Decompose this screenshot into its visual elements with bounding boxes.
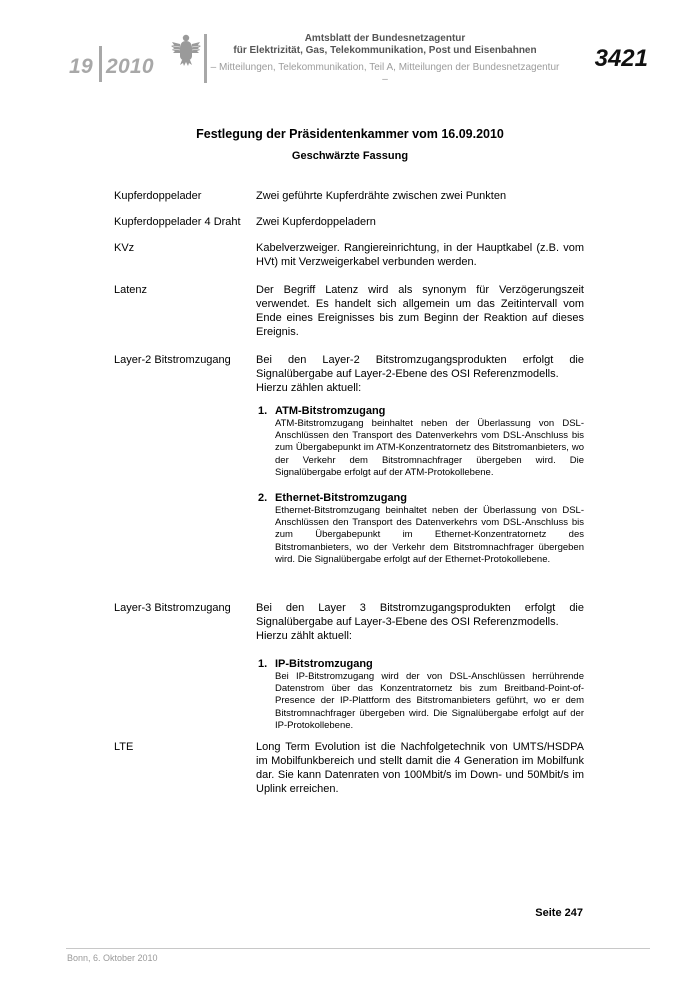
- definition-text: Bei den Layer 3 Bitstromzugangsprodukten erfolgt die Signalübergabe auf Layer-3-Ebene des OSI Referenzmodells. Hierzu zählt aktuell: 1. IP-Bitstromzugang Bei IP-Bitstromzugang wird der von DSL-Anschlüssen herrührende Datenstrom über das Konzentratornetz bis zum Breitband-Point-of-Presence der IP-Plattform des Bitstromanbieters geführt, wo er dem Bitstromnachfrager übergeben wird. Die Signalübergabe erfolgt auf der IP-Protokollebene.: [256, 602, 584, 731]
- section-line: – Mitteilungen, Telekommunikation, Teil A, Mitteilungen der Bundesnetzagentur –: [210, 62, 560, 85]
- publication-header: [210, 33, 560, 86]
- federal-eagle-icon: [171, 32, 201, 66]
- publisher-line-2: für Elektrizität, Gas, Telekommunikation, Post und Eisenbahnen: [233, 45, 537, 56]
- document-title: Festlegung der Präsidentenkammer vom 16.09.2010: [196, 127, 504, 141]
- list-item-body: Bei IP-Bitstromzugang wird der von DSL-Anschlüssen herrührende Datenstrom über das Konzentratornetz bis zum Breitband-Point-of-Presence der IP-Plattform des Bitstromanbieters geführt, wo er dem Bitstromnachfrager übergeben wird. Die Signalübergabe erfolgt auf der IP-Protokollebene.: [275, 671, 584, 731]
- definition-entry: [114, 740, 584, 796]
- list-item: [258, 404, 584, 479]
- definition-term: Latenz: [114, 284, 148, 296]
- definition-entry: [114, 601, 584, 740]
- issue-year: 2010: [105, 55, 154, 78]
- list-item-body: Ethernet-Bitstromzugang beinhaltet neben der Überlassung von DSL-Anschlüssen den Transport des Datenverkehrs vom DSL-Anschluss bis zum Übergabepunkt im Ethernet-Konzentratornetz des Bitstromanbieters, wo der Verkehr dem Bitstromnachfrager übergeben wird. Die Signalübergabe erfolgt auf der Ethernet-Protokollebene.: [275, 505, 584, 565]
- definition-entry: [114, 353, 584, 601]
- list-item-heading: Ethernet-Bitstromzugang: [275, 492, 407, 505]
- issue-indicator: [69, 46, 154, 82]
- definition-text: Der Begriff Latenz wird als synonym für Verzögerungszeit verwendet. Es handelt sich allgemein um das Zeitintervall vom Ende eines Ereignisses bis zum Beginn der Reaktion auf dieses Ereignis.: [256, 284, 584, 338]
- list-item-heading: ATM-Bitstromzugang: [275, 405, 386, 417]
- definition-entry: [114, 241, 584, 283]
- definition-term: KVz: [114, 242, 135, 254]
- journal-page-number: 3421: [594, 45, 648, 72]
- definition-text: Zwei Kupferdoppeladern: [256, 216, 376, 228]
- issue-number: 19: [69, 55, 93, 78]
- definition-term: LTE: [114, 741, 134, 753]
- definition-term: Layer-3 Bitstromzugang: [114, 602, 231, 614]
- list-item-number: 2.: [258, 492, 268, 505]
- definitions-list: [114, 189, 584, 796]
- list-item-body: ATM-Bitstromzugang beinhaltet neben der Überlassung von DSL-Anschlüssen den Transport des Datenverkehrs vom DSL-Anschluss bis zum Übergabepunkt im ATM-Konzentratornetz des Bitstromanbieters, wo der Verkehr dem Bitstromnachfrager übergeben wird. Die Signalübergabe erfolgt auf der ATM-Protokollebene.: [275, 418, 584, 478]
- list-item-heading: IP-Bitstromzugang: [275, 658, 373, 670]
- list-item: [258, 657, 584, 732]
- definition-term: Layer-2 Bitstromzugang: [114, 354, 231, 366]
- definition-text: Kabelverzweiger. Rangiereinrichtung, in der Hauptkabel (z.B. vom HVt) mit Verzweigerkabel verbunden werden.: [256, 242, 584, 268]
- list-item-number: 1.: [258, 405, 268, 417]
- footer-divider: [66, 948, 650, 949]
- footer-date: Bonn, 6. Oktober 2010: [67, 953, 158, 963]
- publisher-line-1: Amtsblatt der Bundesnetzagentur: [304, 33, 466, 44]
- document-subtitle: Geschwärzte Fassung: [291, 150, 409, 162]
- issue-divider: [99, 46, 102, 82]
- definition-entry: [114, 189, 584, 215]
- definition-term: Kupferdoppelader: [114, 190, 202, 202]
- definition-text: Zwei geführte Kupferdrähte zwischen zwei Punkten: [256, 190, 507, 202]
- list-item-number: 1.: [258, 658, 268, 670]
- page-label: Seite 247: [535, 907, 583, 919]
- definition-text: Bei den Layer-2 Bitstromzugangsprodukten erfolgt die Signalübergabe auf Layer-2-Ebene des OSI Referenzmodells. Hierzu zählen aktuell: 1. ATM-Bitstromzugang ATM-Bitstromzugang beinhaltet neben der Überlassung von DSL-Anschlüssen den Transport des Datenverkehrs vom DSL-Anschluss bis zum Übergabepunkt im ATM-Konzentratornetz des Bitstromanbieters, wo der Verkehr dem Bitstromnachfrager übergeben wird. Die Signalübergabe erfolgt auf der ATM-Protokollebene. 2. Ethernet-Bitstromzugang Ethernet-Bitstromzugang beinhaltet neben der Überlassung von DSL-Anschlüssen den Transport des Datenverkehrs vom DSL-Anschluss bis zum Übergabepunkt im Ethernet-Konzentratornetz des Bitstromanbieters, wo der Verkehr dem Bitstromnachfrager übergeben wird. Die Signalübergabe erfolgt auf der Ethernet-Protokollebene.: [256, 354, 584, 565]
- definition-entry: [114, 215, 584, 241]
- header-divider: [204, 34, 207, 83]
- list-item: [258, 491, 584, 566]
- definition-entry: [114, 283, 584, 353]
- definition-text: Long Term Evolution ist die Nachfolgetechnik von UMTS/HSDPA im Mobilfunkbereich und stellt damit die 4 Generation im Mobilfunk dar. Sie kann Datenraten von 100Mbit/s im Down- und 50Mbit/s im Uplink erreichen.: [256, 741, 584, 795]
- definition-term: Kupferdoppelader 4 Draht: [114, 216, 241, 228]
